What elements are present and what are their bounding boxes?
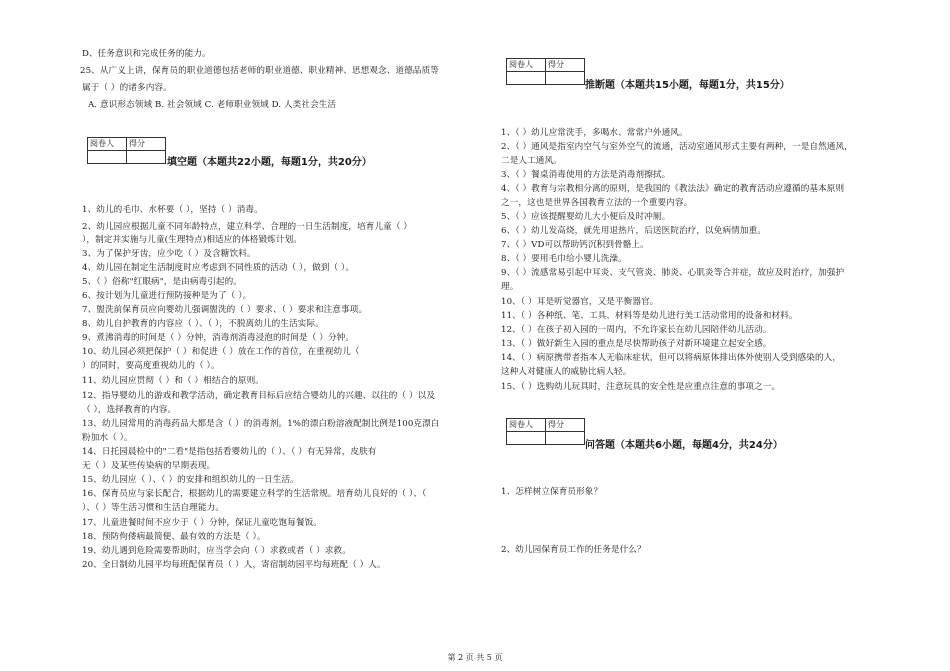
fill-line: 7、盥洗前保育员应向婴幼儿强调盥洗的（ ）要求、（ ）要求和注意事项。 (82, 305, 368, 315)
fill-line: 5、（ ）俗称"红眼病"，是由病毒引起的。 (82, 277, 242, 287)
question-25-line-1: 25、从广义上讲，保育员的职业道德包括老师的职业道德、职业精神、思想观念、道德品质等 (80, 66, 439, 76)
score-label: 得分 (127, 138, 166, 151)
judge-line: 11、（ ）各种纸、笔、工具、材料等是幼儿进行美工活动常用的设备和材料。 (501, 311, 798, 321)
reviewer-cell (88, 151, 127, 164)
judge-line: 13、（ ）做好新生入园的重点是尽快帮助孩子对新环境建立起安全感。 (501, 339, 772, 349)
judge-line: 15、（ ）选购幼儿玩具时，注意玩具的安全性是应重点注意的事项之一。 (501, 382, 781, 392)
fill-line: 4、幼儿园在制定生活制度时应考虑到不同性质的活动（ ），做到（ ）。 (82, 263, 355, 273)
fill-line: 13、幼儿园常用的消毒药品大都是含（ ）的消毒剂。1%的漂白粉溶液配制比例是100克漂白 (82, 419, 440, 429)
fill-line: 19、幼儿遇到危险需要帮助时，应当学会向（ ）求救或者（ ）求救。 (82, 546, 351, 556)
fill-line: 11、幼儿园应贯彻（ ）和（ ）相结合的原则。 (82, 376, 264, 386)
reviewer-cell (507, 72, 546, 85)
score-cell (546, 72, 585, 85)
judge-line: 2、（ ）通风是指室内空气与室外空气的流通，活动室通风形式主要有两种，一是自然通风， (501, 142, 853, 152)
fill-line: 14、日托园晨检中的"二看"是指包括看婴幼儿的（ ）、（ ）有无异常，皮肤有 (82, 447, 377, 457)
fill-line: （ ），选择教育的内容。 (82, 405, 177, 415)
judge-line: 5、（ ）应该提醒婴幼儿大小便后及时冲厕。 (501, 212, 671, 222)
reviewer-cell (507, 432, 546, 445)
fill-line: ）的同时，要高度重视幼儿的（ ）。 (82, 361, 220, 371)
judge-line: 理。 (501, 282, 519, 292)
fill-line: ），制定并实施与儿童(生理特点)相适应的体格锻炼计划。 (82, 235, 302, 245)
fill-line: ）、（ ）等生活习惯和生活自理能力。 (82, 503, 225, 513)
fill-line: 12、指导婴幼儿的游戏和教学活动，确定教育目标后应结合婴幼儿的兴趣、以往的（ ）以及 (82, 391, 436, 401)
fill-line: 1、幼儿的毛巾、水杯要（ ），坚持（ ）消毒。 (82, 205, 263, 215)
fill-line: 3、为了保护牙齿，应少吃（ ）及含糖饮料。 (82, 249, 256, 259)
judge-line: 之一，这也是世界各国教育立法的一个重要内容。 (501, 198, 693, 208)
fill-line: 无（ ）及某些传染病的早期表现。 (82, 461, 216, 471)
qa-score-box (506, 418, 585, 445)
qa-question-2: 2、幼儿园保育员工作的任务是什么？ (501, 545, 646, 555)
score-label: 得分 (546, 419, 585, 432)
score-cell (127, 151, 166, 164)
judge-line: 1、（ ）幼儿应常洗手，多喝水、常常户外通风。 (501, 128, 688, 138)
question-25-options: A. 意识形态领域 B. 社会领域 C. 老师职业领域 D. 人类社会生活 (88, 100, 337, 110)
fill-section-title: 填空题（本题共22小题，每题1分，共20分） (167, 157, 372, 168)
fill-line: 15、幼儿园应（ ）、（ ）的安排和组织幼儿的一日生活。 (82, 475, 299, 485)
judge-line: 7、（ ）VD可以帮助钙沉积到骨骼上。 (501, 240, 649, 250)
reviewer-label: 阅卷人 (507, 59, 546, 72)
judge-line: 4、（ ）教育与宗教相分离的原则，是我国的《教法法》确定的教育活动应遵循的基本原则 (501, 184, 845, 194)
reviewer-label: 阅卷人 (507, 419, 546, 432)
fill-line: 18、预防佝偻病最简便、最有效的方法是（ ）。 (82, 532, 266, 542)
option-d-line: D、任务意识和完成任务的能力。 (82, 49, 211, 59)
reviewer-label: 阅卷人 (88, 138, 127, 151)
judge-line: 6、（ ）幼儿发高烧，就先用退热片，后送医院治疗，以免病情加重。 (501, 226, 766, 236)
judge-line: 3、（ ）餐桌消毒使用的方法是消毒剂擦拭。 (501, 170, 671, 180)
judge-line: 12、（ ）在孩子初入园的一周内，不允许家长在幼儿园陪伴幼儿活动。 (501, 325, 772, 335)
fill-line: 6、按计划为儿童进行预防接种是为了（ ）。 (82, 291, 252, 301)
fill-line: 17、儿童进餐时间不应少于（ ）分钟，保证儿童吃饱每餐饭。 (82, 518, 323, 528)
judge-score-box (506, 58, 585, 85)
judge-line: 14、（ ）病原携带者指本人无临床症状，但可以将病原体排出体外使别人受到感染的人， (501, 353, 842, 363)
judge-line: 8、（ ）要用毛巾给小婴儿洗澡。 (501, 254, 627, 264)
qa-question-1: 1、怎样树立保育员形象？ (501, 487, 603, 497)
judge-line: 9、（ ）流感常易引起中耳炎、支气管炎、肺炎、心肌炎等合并症，故应及时治疗，加强护 (501, 268, 845, 278)
fill-line: 10、幼儿园必须把保护（ ）和促进（ ）放在工作的首位，在重视幼儿（ (82, 347, 360, 357)
judge-section-title: 推断题（本题共15小题，每题1分，共15分） (585, 80, 790, 91)
question-25-line-2: 属于（ ）的诸多内容。 (82, 83, 172, 93)
fill-line: 粉加水（ ）。 (82, 433, 133, 443)
page-footer: 第 2 页 共 5 页 (447, 653, 503, 662)
judge-line: 10、（ ）耳是听觉器官，又是平衡器官。 (501, 297, 659, 307)
fill-score-box (87, 137, 166, 164)
score-cell (546, 432, 585, 445)
fill-line: 20、全日制幼儿园平均每班配保育员（ ）人，寄宿制幼园平均每班配（ ）人。 (82, 560, 386, 570)
fill-line: 9、煮沸消毒的时间是（ ）分钟，消毒剂消毒浸泡的时间是（ ）分钟。 (82, 333, 355, 343)
qa-section-title: 问答题（本题共6小题，每题4分，共24分） (585, 440, 783, 451)
fill-line: 16、保育员应与家长配合，根据幼儿的需要建立科学的生活常规。培育幼儿良好的（ ）、（ (82, 489, 427, 499)
judge-line: 这种人对健康人的威胁比病人轻。 (501, 367, 632, 377)
fill-line: 8、幼儿自护教育的内容应（ ）、（ ），不脱离幼儿的生活实际。 (82, 319, 324, 329)
score-label: 得分 (546, 59, 585, 72)
fill-line: 2、幼儿园应根据儿童不同年龄特点，建立科学、合理的一日生活制度，培育儿童（ ） (82, 222, 413, 232)
judge-line: 二是人工通风。 (501, 156, 562, 166)
